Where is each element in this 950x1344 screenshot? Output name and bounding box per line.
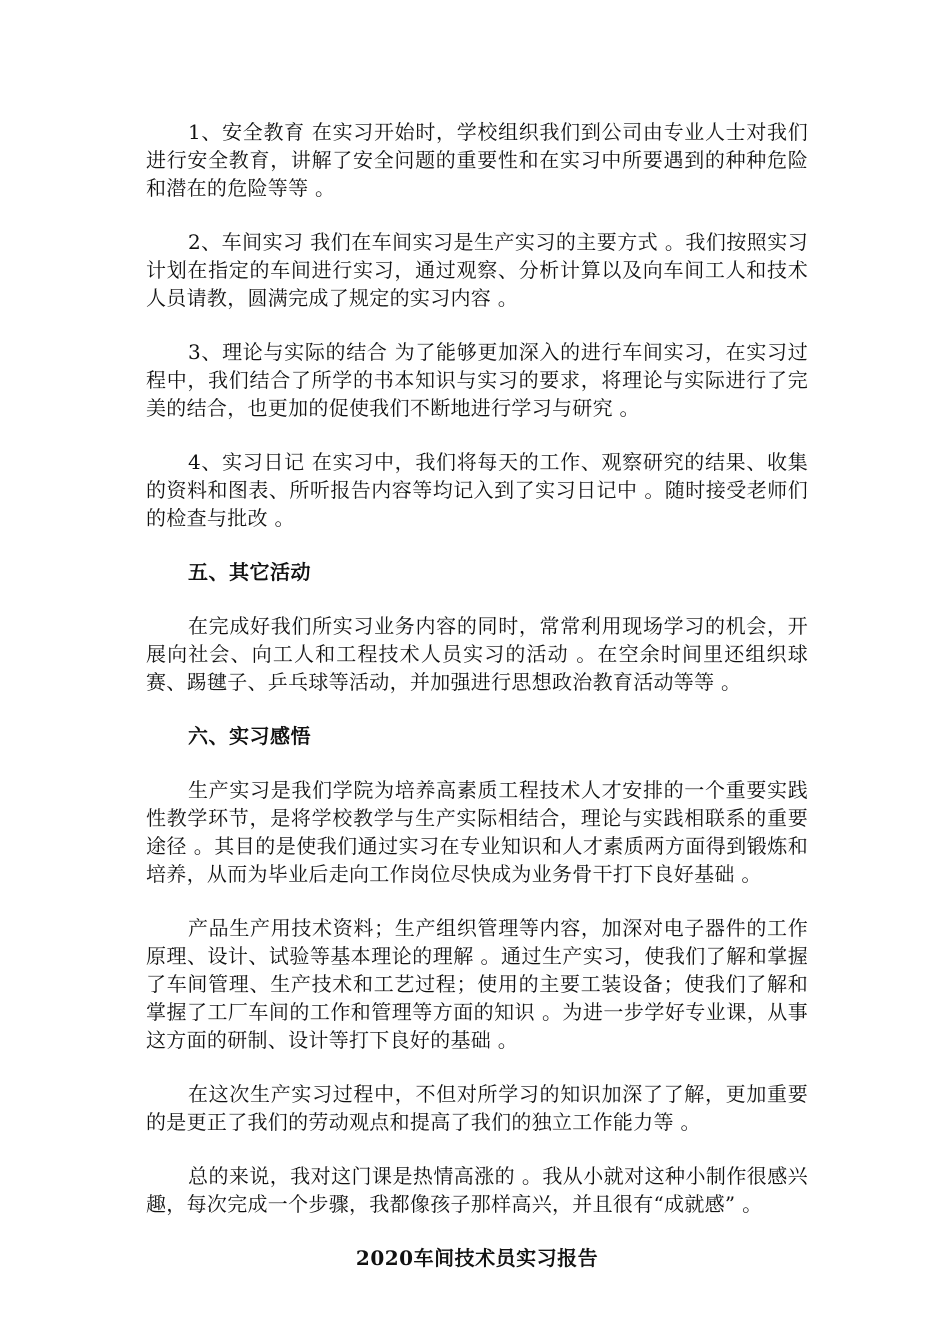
paragraph-internship-diary: 4、实习日记 在实习中，我们将每天的工作、观察研究的结果、收集的资料和图表、所听报告内容等均记入到了实习日记中 。随时接受老师们的检查与批改 。 (146, 450, 808, 530)
paragraph-reflection-summary: 总的来说，我对这门课是热情高涨的 。我从小就对这种小制作很感兴趣，每次完成一个步骤，我都像孩子那样高兴，并且很有“成就感” 。 (146, 1164, 808, 1216)
paragraph-workshop-practice: 2、车间实习 我们在车间实习是生产实习的主要方式 。我们按照实习计划在指定的车间进行实习，通过观察、分析计算以及向车间工人和技术人员请教，圆满完成了规定的实习内容 。 (146, 230, 808, 310)
paragraph-reflection-ability: 在这次生产实习过程中，不但对所学习的知识加深了了解，更加重要的是更正了我们的劳动观点和提高了我们的独立工作能力等 。 (146, 1082, 808, 1134)
section-heading-reflections: 六、实习感悟 (188, 724, 311, 748)
section-heading-other-activities: 五、其它活动 (188, 560, 311, 584)
paragraph-reflection-knowledge: 产品生产用技术资料；生产组织管理等内容，加深对电子器件的工作原理、设计、试验等基本理论的理解 。通过生产实习，使我们了解和掌握了车间管理、生产技术和工艺过程；使用的主要工装设备；使我们了解和掌握了工厂车间的工作和管理等方面的知识 。为进一步学好专业课，从事这方面的研制、设计等打下良好的基础 。 (146, 916, 808, 1052)
paragraph-other-activities: 在完成好我们所实习业务内容的同时，常常利用现场学习的机会，开展向社会、向工人和工程技术人员实习的活动 。在空余时间里还组织球赛、踢毽子、乒乓球等活动，并加强进行思想政治教育活动等等 。 (146, 614, 808, 694)
report-title: 2020车间技术员实习报告 (355, 1246, 599, 1270)
document-body (146, 118, 808, 1272)
paragraph-safety-education: 1、安全教育 在实习开始时，学校组织我们到公司由专业人士对我们进行安全教育，讲解了安全问题的重要性和在实习中所要遇到的种种危险和潜在的危险等等 。 (146, 120, 808, 200)
paragraph-theory-practice: 3、理论与实际的结合 为了能够更加深入的进行车间实习，在实习过程中，我们结合了所学的书本知识与实习的要求，将理论与实际进行了完美的结合，也更加的促使我们不断地进行学习与研究 。 (146, 340, 808, 420)
paragraph-reflection-purpose: 生产实习是我们学院为培养高素质工程技术人才安排的一个重要实践性教学环节，是将学校教学与生产实际相结合，理论与实践相联系的重要途径 。其目的是使我们通过实习在专业知识和人才素质两方面得到锻炼和培养，从而为毕业后走向工作岗位尽快成为业务骨干打下良好基础 。 (146, 778, 808, 886)
